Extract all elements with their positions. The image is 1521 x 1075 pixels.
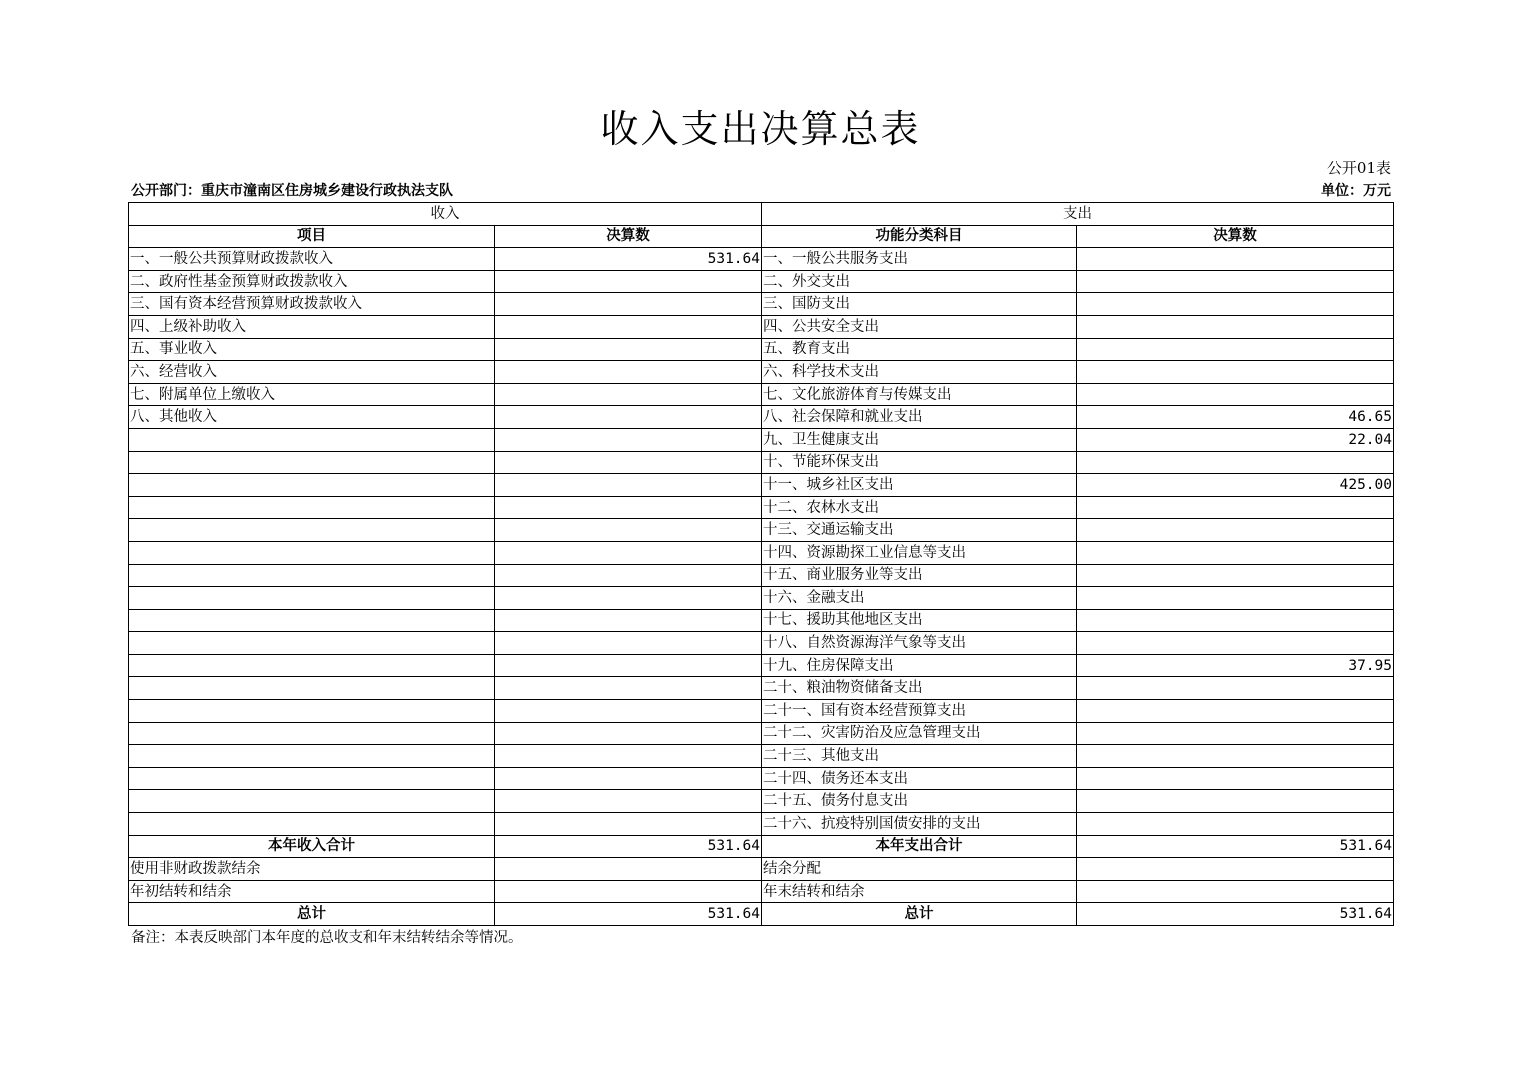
carryover-row: [129, 880, 1394, 903]
expense-item-cell: 二、外交支出: [762, 270, 1077, 293]
income-item-cell: 二、政府性基金预算财政拨款收入: [129, 270, 495, 293]
table-row: [129, 609, 1394, 632]
expense-item-cell: 二十六、抗疫特别国债安排的支出: [762, 813, 1077, 836]
end-carryover-value: [1077, 880, 1394, 903]
income-item-cell: [129, 654, 495, 677]
income-item-cell: [129, 519, 495, 542]
income-item-cell: [129, 474, 495, 497]
income-item-cell: [129, 541, 495, 564]
expense-section-header: 支出: [762, 203, 1394, 226]
balance-row: [129, 858, 1394, 881]
nonfiscal-balance-value: [495, 858, 762, 881]
income-item-cell: [129, 745, 495, 768]
income-value-cell: [495, 361, 762, 384]
income-item-cell: 五、事业收入: [129, 338, 495, 361]
income-value-cell: [495, 722, 762, 745]
year-income-total-value: 531.64: [495, 835, 762, 858]
income-section-header: 收入: [129, 203, 762, 226]
income-value-cell: [495, 654, 762, 677]
expense-value-cell: [1077, 767, 1394, 790]
income-item-cell: [129, 677, 495, 700]
table-row: [129, 519, 1394, 542]
expense-item-cell: 二十、粮油物资储备支出: [762, 677, 1077, 700]
income-value-cell: 531.64: [495, 248, 762, 271]
item-column-header: 项目: [129, 225, 495, 248]
expense-value-cell: [1077, 813, 1394, 836]
end-carryover-label: 年末结转和结余: [762, 880, 1077, 903]
table-row: [129, 315, 1394, 338]
expense-value-cell: [1077, 564, 1394, 587]
income-value-cell: [495, 609, 762, 632]
income-item-cell: 七、附属单位上缴收入: [129, 383, 495, 406]
surplus-distribution-value: [1077, 858, 1394, 881]
budget-table: [128, 202, 1394, 926]
expense-value-cell: [1077, 519, 1394, 542]
expense-value-cell: [1077, 270, 1394, 293]
year-total-row: [129, 835, 1394, 858]
expense-item-cell: 十五、商业服务业等支出: [762, 564, 1077, 587]
grand-total-row: [129, 903, 1394, 926]
nonfiscal-balance-label: 使用非财政拨款结余: [129, 858, 495, 881]
table-row: [129, 428, 1394, 451]
table-row: [129, 564, 1394, 587]
income-item-cell: [129, 700, 495, 723]
expense-value-cell: [1077, 700, 1394, 723]
income-value-cell: [495, 700, 762, 723]
income-amount-column-header: 决算数: [495, 225, 762, 248]
section-header-row: [129, 203, 1394, 226]
totals-body: [129, 835, 1394, 925]
expense-item-cell: 十八、自然资源海洋气象等支出: [762, 632, 1077, 655]
income-value-cell: [495, 451, 762, 474]
income-item-cell: [129, 767, 495, 790]
income-value-cell: [495, 383, 762, 406]
income-item-cell: [129, 609, 495, 632]
expense-value-cell: 46.65: [1077, 406, 1394, 429]
table-body: [129, 248, 1394, 835]
table-row: [129, 654, 1394, 677]
income-item-cell: 八、其他收入: [129, 406, 495, 429]
income-value-cell: [495, 270, 762, 293]
expense-item-cell: 二十四、债务还本支出: [762, 767, 1077, 790]
expense-value-cell: [1077, 496, 1394, 519]
expense-item-cell: 十二、农林水支出: [762, 496, 1077, 519]
expense-item-cell: 二十三、其他支出: [762, 745, 1077, 768]
income-item-cell: [129, 428, 495, 451]
expense-item-cell: 五、教育支出: [762, 338, 1077, 361]
expense-value-cell: [1077, 541, 1394, 564]
expense-item-cell: 二十一、国有资本经营预算支出: [762, 700, 1077, 723]
begin-carryover-value: [495, 880, 762, 903]
income-value-cell: [495, 790, 762, 813]
table-row: [129, 767, 1394, 790]
table-row: [129, 270, 1394, 293]
income-value-cell: [495, 315, 762, 338]
income-value-cell: [495, 474, 762, 497]
table-row: [129, 541, 1394, 564]
expense-item-cell: 七、文化旅游体育与传媒支出: [762, 383, 1077, 406]
expense-value-cell: [1077, 745, 1394, 768]
expense-item-cell: 二十二、灾害防治及应急管理支出: [762, 722, 1077, 745]
expense-item-cell: 三、国防支出: [762, 293, 1077, 316]
expense-value-cell: 425.00: [1077, 474, 1394, 497]
income-item-cell: [129, 587, 495, 610]
table-row: [129, 587, 1394, 610]
grand-expense-total-value: 531.64: [1077, 903, 1394, 926]
expense-item-cell: 十、节能环保支出: [762, 451, 1077, 474]
income-item-cell: [129, 632, 495, 655]
expense-item-cell: 六、科学技术支出: [762, 361, 1077, 384]
expense-item-cell: 十七、援助其他地区支出: [762, 609, 1077, 632]
income-value-cell: [495, 338, 762, 361]
expense-item-cell: 一、一般公共服务支出: [762, 248, 1077, 271]
income-value-cell: [495, 632, 762, 655]
year-expense-total-label: 本年支出合计: [762, 835, 1077, 858]
table-row: [129, 361, 1394, 384]
department-label: 公开部门：重庆市潼南区住房城乡建设行政执法支队: [131, 183, 453, 199]
table-row: [129, 700, 1394, 723]
table-row: [129, 722, 1394, 745]
year-expense-total-value: 531.64: [1077, 835, 1394, 858]
column-header-row: [129, 225, 1394, 248]
income-item-cell: 三、国有资本经营预算财政拨款收入: [129, 293, 495, 316]
income-value-cell: [495, 767, 762, 790]
page-title: 收入支出决算总表: [600, 107, 921, 151]
expense-item-cell: 十一、城乡社区支出: [762, 474, 1077, 497]
table-row: [129, 406, 1394, 429]
surplus-distribution-label: 结余分配: [762, 858, 1077, 881]
income-value-cell: [495, 745, 762, 768]
grand-expense-total-label: 总计: [762, 903, 1077, 926]
expense-value-cell: [1077, 293, 1394, 316]
grand-income-total-label: 总计: [129, 903, 495, 926]
income-value-cell: [495, 496, 762, 519]
function-subject-column-header: 功能分类科目: [762, 225, 1077, 248]
income-item-cell: [129, 496, 495, 519]
table-row: [129, 248, 1394, 271]
income-item-cell: 六、经营收入: [129, 361, 495, 384]
expense-item-cell: 八、社会保障和就业支出: [762, 406, 1077, 429]
income-item-cell: [129, 813, 495, 836]
unit-label: 单位：万元: [1321, 183, 1391, 199]
income-item-cell: 四、上级补助收入: [129, 315, 495, 338]
table-row: [129, 677, 1394, 700]
begin-carryover-label: 年初结转和结余: [129, 880, 495, 903]
expense-value-cell: [1077, 248, 1394, 271]
grand-income-total-value: 531.64: [495, 903, 762, 926]
expense-amount-column-header: 决算数: [1077, 225, 1394, 248]
income-value-cell: [495, 813, 762, 836]
income-value-cell: [495, 677, 762, 700]
expense-item-cell: 十四、资源勘探工业信息等支出: [762, 541, 1077, 564]
income-item-cell: [129, 451, 495, 474]
expense-item-cell: 十三、交通运输支出: [762, 519, 1077, 542]
income-value-cell: [495, 428, 762, 451]
expense-value-cell: [1077, 790, 1394, 813]
income-value-cell: [495, 406, 762, 429]
table-row: [129, 474, 1394, 497]
expense-value-cell: [1077, 361, 1394, 384]
income-item-cell: 一、一般公共预算财政拨款收入: [129, 248, 495, 271]
expense-value-cell: [1077, 722, 1394, 745]
expense-item-cell: 十九、住房保障支出: [762, 654, 1077, 677]
table-row: [129, 813, 1394, 836]
table-row: [129, 293, 1394, 316]
year-income-total-label: 本年收入合计: [129, 835, 495, 858]
expense-value-cell: [1077, 451, 1394, 474]
expense-value-cell: [1077, 315, 1394, 338]
income-value-cell: [495, 564, 762, 587]
table-row: [129, 790, 1394, 813]
table-row: [129, 338, 1394, 361]
table-row: [129, 745, 1394, 768]
expense-item-cell: 十六、金融支出: [762, 587, 1077, 610]
expense-value-cell: 22.04: [1077, 428, 1394, 451]
income-value-cell: [495, 519, 762, 542]
income-item-cell: [129, 564, 495, 587]
table-row: [129, 632, 1394, 655]
expense-item-cell: 二十五、债务付息支出: [762, 790, 1077, 813]
expense-value-cell: [1077, 609, 1394, 632]
expense-item-cell: 四、公共安全支出: [762, 315, 1077, 338]
income-value-cell: [495, 587, 762, 610]
table-row: [129, 451, 1394, 474]
income-value-cell: [495, 293, 762, 316]
expense-value-cell: 37.95: [1077, 654, 1394, 677]
expense-value-cell: [1077, 383, 1394, 406]
footnote: 备注：本表反映部门本年度的总收支和年末结转结余等情况。: [131, 930, 523, 946]
expense-value-cell: [1077, 677, 1394, 700]
expense-item-cell: 九、卫生健康支出: [762, 428, 1077, 451]
table-row: [129, 383, 1394, 406]
income-item-cell: [129, 722, 495, 745]
form-number: 公开01表: [1326, 159, 1391, 177]
expense-value-cell: [1077, 587, 1394, 610]
income-item-cell: [129, 790, 495, 813]
income-value-cell: [495, 541, 762, 564]
expense-value-cell: [1077, 632, 1394, 655]
table-row: [129, 496, 1394, 519]
expense-value-cell: [1077, 338, 1394, 361]
